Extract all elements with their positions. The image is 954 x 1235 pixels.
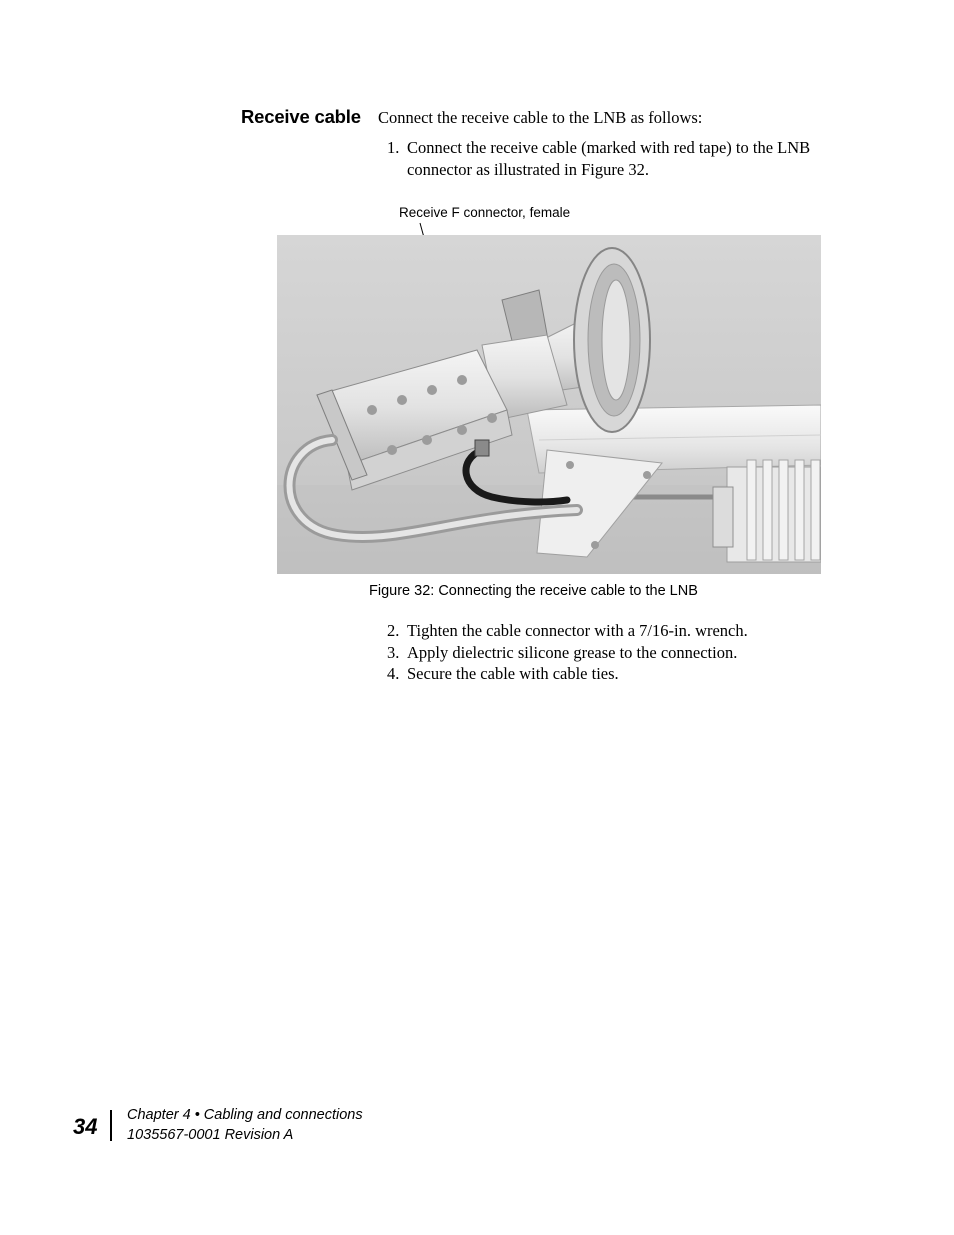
list-item — [387, 642, 837, 664]
figure-callout: Receive F connector, female — [399, 205, 571, 220]
list-item — [387, 620, 837, 642]
steps-list-after — [387, 620, 837, 685]
section-heading: Receive cable — [241, 106, 361, 127]
step-number: 4. — [387, 664, 400, 683]
step-number: 3. — [387, 642, 400, 662]
footer-info — [127, 1106, 363, 1145]
lnb-photo — [277, 235, 821, 574]
figure-caption: Figure 32: Connecting the receive cable to the LNB — [369, 583, 698, 599]
step-text: Secure the cable with cable ties. — [407, 664, 619, 683]
footer-chapter: Chapter 4 • Cabling and connections — [127, 1107, 363, 1123]
steps-list-before — [387, 137, 837, 180]
list-item — [387, 663, 837, 685]
footer-doc-id: 1035567-0001 Revision A — [127, 1126, 294, 1143]
page-number: 34 — [73, 1114, 98, 1139]
footer-divider — [110, 1110, 112, 1141]
step-number: 2. — [387, 621, 400, 640]
step-text: Apply dielectric silicone grease to the connection. — [407, 642, 738, 662]
step-text: Connect the receive cable (marked with red tape) to the LNB connector as illustrated in Figure 32. — [407, 138, 811, 179]
step-number: 1. — [387, 138, 400, 157]
step-text: Tighten the cable connector with a 7/16-in. wrench. — [407, 621, 748, 640]
intro-text: Connect the receive cable to the LNB as follows: — [378, 108, 703, 127]
lnb-assembly-illustration — [277, 235, 821, 574]
list-item — [387, 137, 837, 180]
